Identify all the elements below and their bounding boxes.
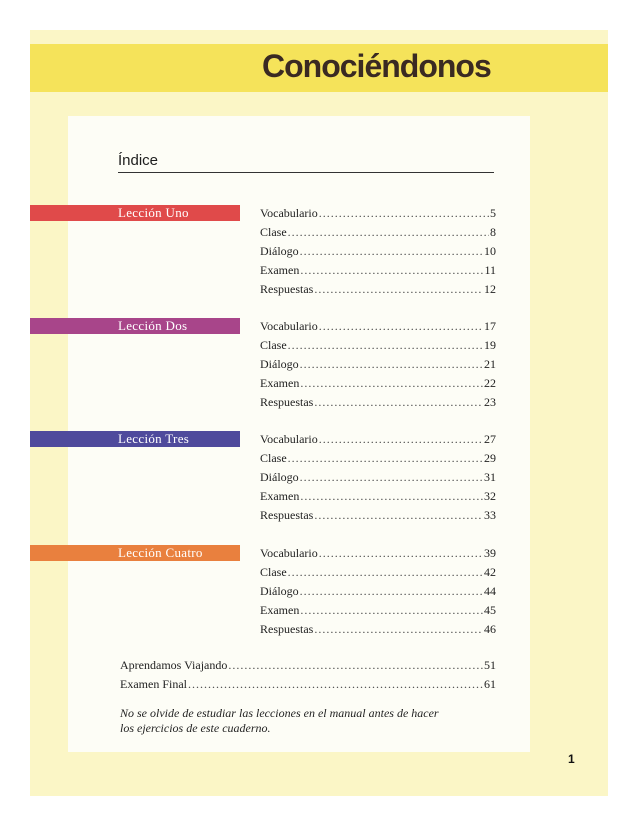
leader-dots xyxy=(300,601,483,620)
page-title: Conociéndonos xyxy=(262,48,491,84)
lesson-title: Lección Tres xyxy=(118,431,190,446)
leader-dots xyxy=(300,374,483,393)
toc-label: Clase xyxy=(260,338,287,352)
toc-entry[interactable] xyxy=(260,487,496,506)
toc-list-cuatro xyxy=(260,544,496,639)
toc-page: 32 xyxy=(484,489,496,503)
leader-dots xyxy=(314,620,483,639)
leader-dots xyxy=(314,393,483,412)
toc-entry[interactable] xyxy=(260,374,496,393)
toc-page: 8 xyxy=(490,225,496,239)
lesson-title: Lección Uno xyxy=(118,205,189,220)
toc-label: Examen xyxy=(260,603,300,617)
page-number: 1 xyxy=(568,752,575,766)
leader-dots xyxy=(288,223,489,242)
leader-dots xyxy=(319,544,483,563)
toc-label: Aprendamos Viajando xyxy=(120,658,228,672)
leader-dots xyxy=(288,449,483,468)
toc-page: 27 xyxy=(484,432,496,446)
lesson-bar-uno xyxy=(30,205,240,221)
toc-entry[interactable] xyxy=(120,675,496,694)
toc-page: 21 xyxy=(484,357,496,371)
index-heading: Índice xyxy=(118,152,159,169)
toc-list-uno xyxy=(260,204,496,299)
leader-dots xyxy=(319,204,489,223)
toc-entry[interactable] xyxy=(260,506,496,525)
toc-entry[interactable] xyxy=(260,317,496,336)
toc-page: 10 xyxy=(484,244,496,258)
leader-dots xyxy=(300,468,483,487)
toc-label: Respuestas xyxy=(260,282,314,296)
toc-page: 51 xyxy=(484,658,496,672)
lesson-title: Lección Cuatro xyxy=(118,545,203,560)
toc-entry[interactable] xyxy=(260,261,496,280)
toc-label: Clase xyxy=(260,565,287,579)
toc-label: Respuestas xyxy=(260,395,314,409)
leader-dots xyxy=(300,582,483,601)
toc-label: Clase xyxy=(260,451,287,465)
toc-label: Diálogo xyxy=(260,357,299,371)
toc-label: Examen xyxy=(260,263,300,277)
leader-dots xyxy=(300,355,483,374)
toc-page: 19 xyxy=(484,338,496,352)
toc-list-dos xyxy=(260,317,496,412)
toc-label: Vocabulario xyxy=(260,546,318,560)
toc-label: Examen xyxy=(260,376,300,390)
toc-label: Diálogo xyxy=(260,470,299,484)
toc-entry[interactable] xyxy=(260,393,496,412)
toc-label: Examen Final xyxy=(120,677,187,691)
leader-dots xyxy=(300,261,483,280)
leader-dots xyxy=(288,336,483,355)
toc-entry[interactable] xyxy=(260,582,496,601)
leader-dots xyxy=(288,563,483,582)
toc-page: 12 xyxy=(484,282,496,296)
toc-page: 23 xyxy=(484,395,496,409)
toc-label: Examen xyxy=(260,489,300,503)
toc-entry[interactable] xyxy=(260,563,496,582)
toc-page: 29 xyxy=(484,451,496,465)
toc-label: Vocabulario xyxy=(260,432,318,446)
leader-dots xyxy=(188,675,483,694)
lesson-bar-cuatro xyxy=(30,545,240,561)
toc-label: Vocabulario xyxy=(260,319,318,333)
lesson-bar-dos xyxy=(30,318,240,334)
toc-page: 44 xyxy=(484,584,496,598)
toc-entry[interactable] xyxy=(120,656,496,675)
leader-dots xyxy=(300,487,483,506)
toc-entry[interactable] xyxy=(260,620,496,639)
toc-entry[interactable] xyxy=(260,204,496,223)
toc-page: 45 xyxy=(484,603,496,617)
toc-page: 42 xyxy=(484,565,496,579)
toc-page: 46 xyxy=(484,622,496,636)
leader-dots xyxy=(300,242,483,261)
study-note: No se olvide de estudiar las lecciones en el manual antes de hacer los ejercicios de este cuaderno. xyxy=(120,706,439,735)
toc-entry[interactable] xyxy=(260,280,496,299)
toc-entry[interactable] xyxy=(260,468,496,487)
toc-entry[interactable] xyxy=(260,601,496,620)
toc-entry[interactable] xyxy=(260,336,496,355)
toc-label: Vocabulario xyxy=(260,206,318,220)
toc-entry[interactable] xyxy=(260,355,496,374)
index-heading-rule xyxy=(118,172,494,173)
toc-page: 17 xyxy=(484,319,496,333)
toc-label: Diálogo xyxy=(260,584,299,598)
lesson-title: Lección Dos xyxy=(118,318,188,333)
toc-page: 11 xyxy=(484,263,496,277)
lesson-bar-tres xyxy=(30,431,240,447)
toc-extras xyxy=(120,656,496,694)
toc-entry[interactable] xyxy=(260,223,496,242)
toc-entry[interactable] xyxy=(260,449,496,468)
toc-list-tres xyxy=(260,430,496,525)
toc-page: 22 xyxy=(484,376,496,390)
toc-page: 39 xyxy=(484,546,496,560)
toc-label: Respuestas xyxy=(260,622,314,636)
toc-page: 31 xyxy=(484,470,496,484)
toc-label: Diálogo xyxy=(260,244,299,258)
toc-entry[interactable] xyxy=(260,242,496,261)
toc-page: 5 xyxy=(490,206,496,220)
leader-dots xyxy=(314,506,483,525)
toc-page: 33 xyxy=(484,508,496,522)
leader-dots xyxy=(314,280,483,299)
toc-page: 61 xyxy=(484,677,496,691)
leader-dots xyxy=(319,430,483,449)
toc-entry[interactable] xyxy=(260,430,496,449)
toc-entry[interactable] xyxy=(260,544,496,563)
toc-label: Respuestas xyxy=(260,508,314,522)
toc-label: Clase xyxy=(260,225,287,239)
leader-dots xyxy=(319,317,483,336)
leader-dots xyxy=(228,656,483,675)
